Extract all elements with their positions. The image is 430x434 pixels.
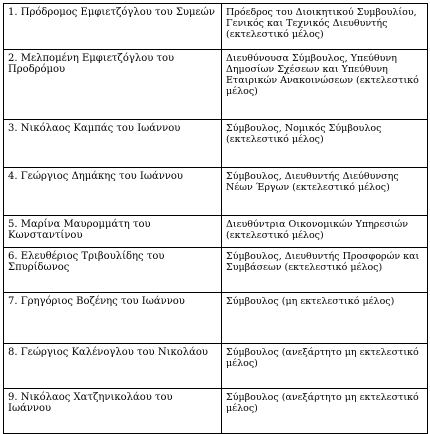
member-role: Σύμβουλος (ανεξάρτητο μη εκτελεστικό μέλος) bbox=[222, 344, 428, 389]
table-row bbox=[4, 344, 428, 389]
member-name: 9. Νικόλαος Χατζηνικολάου του Ιωάννου bbox=[4, 389, 222, 434]
member-role: Σύμβουλος, Διευθυντής Διεύθυνσης Νέων Έργων (εκτελεστικό μέλος) bbox=[222, 168, 428, 216]
member-name: 6. Ελευθέριος Τριβουλίδης του Σπυρίδωνος bbox=[4, 248, 222, 293]
member-name: 7. Γρηγόριος Βοζένης του Ιωάννου bbox=[4, 293, 222, 344]
table-row bbox=[4, 120, 428, 168]
member-name: 1. Πρόδρομος Εμφιετζόγλου του Συμεών bbox=[4, 4, 222, 50]
member-role: Σύμβουλος, Νομικός Σύμβουλος (εκτελεστικό μέλος) bbox=[222, 120, 428, 168]
member-name: 5. Μαρίνα Μαυρομμάτη του Κωνσταντίνου bbox=[4, 216, 222, 248]
member-role: Διευθύνουσα Σύμβουλος, Υπεύθυνη Δημοσίων Σχέσεων και Υπεύθυνη Εταιρικών Ανακοινώσεων (εκτελεστικό μέλος) bbox=[222, 50, 428, 120]
table-row bbox=[4, 168, 428, 216]
member-role: Σύμβουλος (ανεξάρτητο μη εκτελεστικό μέλος) bbox=[222, 389, 428, 434]
table-row bbox=[4, 293, 428, 344]
member-role: Σύμβουλος, Διευθυντής Προσφορών και Συμβάσεων (εκτελεστικό μέλος) bbox=[222, 248, 428, 293]
table-row bbox=[4, 248, 428, 293]
member-role: Σύμβουλος (μη εκτελεστικό μέλος) bbox=[222, 293, 428, 344]
table-row bbox=[4, 216, 428, 248]
member-name: 8. Γεώργιος Καλένογλου του Νικολάου bbox=[4, 344, 222, 389]
member-role: Πρόεδρος του Διοικητικού Συμβουλίου, Γενικός και Τεχνικός Διευθυντής (εκτελεστικό μέλος) bbox=[222, 4, 428, 50]
member-name: 3. Νικόλαος Καμπάς του Ιωάννου bbox=[4, 120, 222, 168]
board-members-table bbox=[3, 3, 428, 434]
member-role: Διευθύντρια Οικονομικών Υπηρεσιών (εκτελεστικό μέλος) bbox=[222, 216, 428, 248]
table-row bbox=[4, 50, 428, 120]
table-row bbox=[4, 4, 428, 50]
member-name: 2. Μελπομένη Εμφιετζόγλου του Προδρόμου bbox=[4, 50, 222, 120]
member-name: 4. Γεώργιος Δημάκης του Ιωάννου bbox=[4, 168, 222, 216]
